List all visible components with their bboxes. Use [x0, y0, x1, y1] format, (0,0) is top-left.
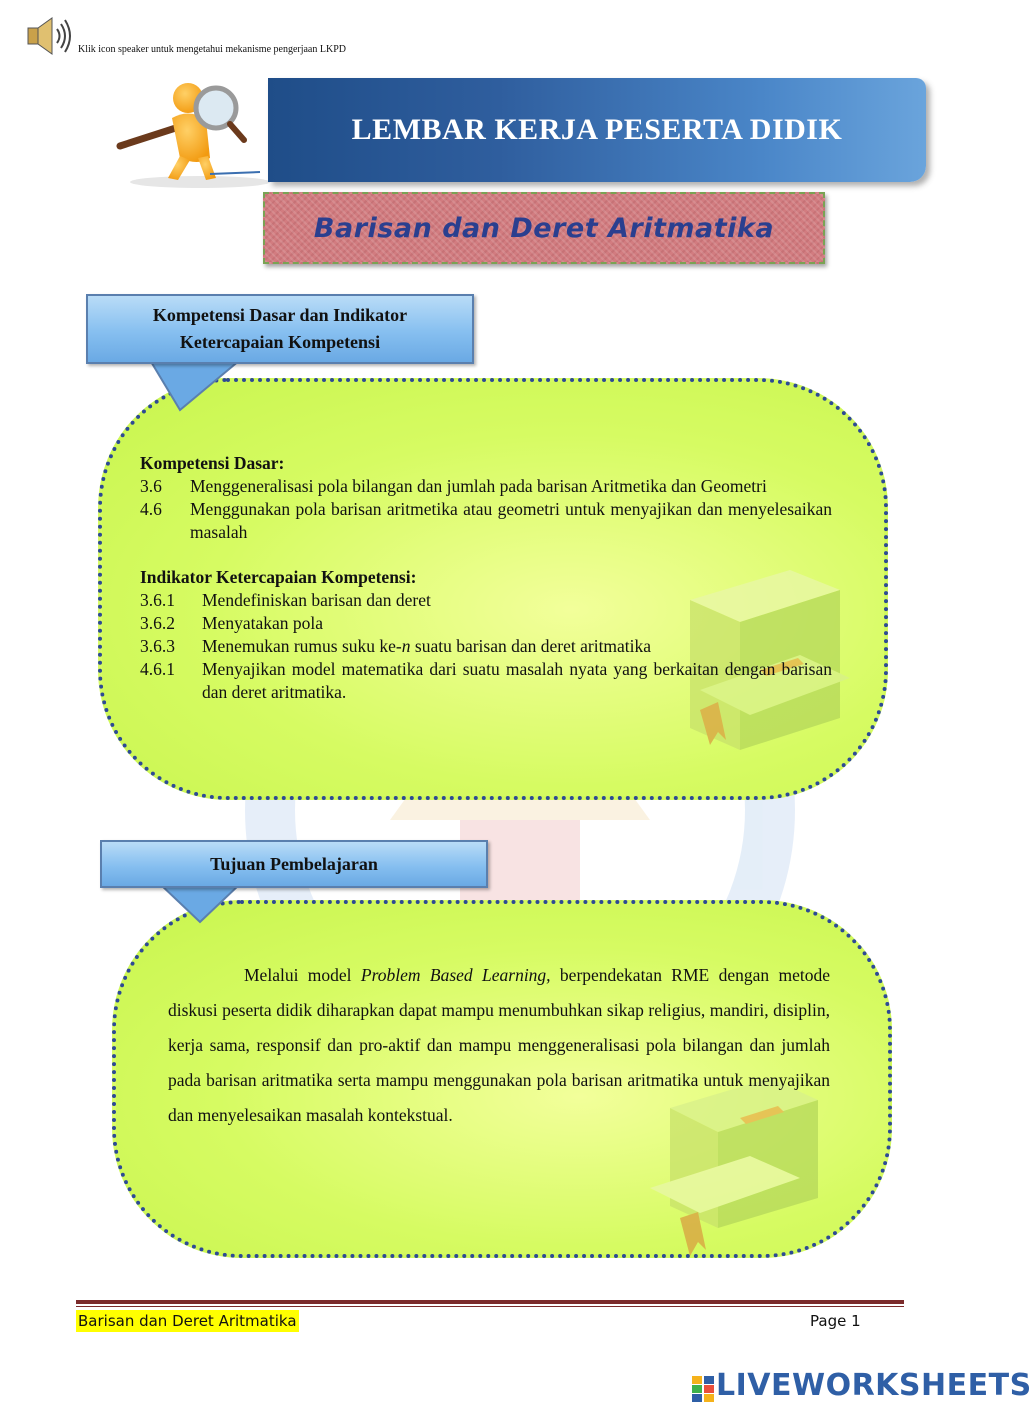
item-number: 3.6: [140, 476, 162, 496]
item-number: 3.6.2: [140, 613, 175, 633]
page-number: Page 1: [810, 1312, 861, 1330]
kd-heading: Kompetensi Dasar:: [140, 453, 285, 473]
item-number: 3.6.3: [140, 636, 175, 656]
label-line: Tujuan Pembelajaran: [210, 853, 378, 874]
list-item: [140, 589, 832, 612]
item-text: Menyajikan model matematika dari suatu masalah nyata yang berkaitan dengan barisan dan deret aritmatika.: [202, 659, 832, 702]
footer-rule: [76, 1306, 904, 1307]
math-variable: n: [401, 636, 411, 656]
tujuan-label: [100, 840, 488, 888]
item-text: Mendefiniskan barisan dan deret: [202, 590, 431, 610]
list-item: [140, 658, 832, 704]
item-text: Menyatakan pola: [202, 613, 323, 633]
subtitle: Barisan dan Deret Aritmatika: [313, 212, 775, 244]
callout-pointer: [150, 360, 240, 412]
header-banner: [268, 78, 926, 182]
footer-title: Barisan dan Deret Aritmatika: [78, 1312, 297, 1330]
item-number: 3.6.1: [140, 590, 175, 610]
liveworksheets-logo-icon: [692, 1376, 714, 1402]
footer-rule: [76, 1300, 904, 1304]
ik-heading: Indikator Ketercapaian Kompetensi:: [140, 567, 417, 587]
label-line: Kompetensi Dasar dan Indikator: [152, 305, 408, 325]
tujuan-text: Melalui model Problem Based Learning, berpendekatan RME dengan metode diskusi peserta didik diharapkan dapat mampu menumbuhkan sikap religius, mandiri, disiplin, kerja sama, responsif dan pro-aktif dan mampu menggeneralisasi pola bilangan dan jumlah pada barisan aritmatika serta mampu menggunakan pola barisan aritmatika untuk menyajikan dan menyelesaikan masalah kontekstual.: [168, 965, 830, 1125]
label-line: Ketercapaian Kompetensi: [179, 332, 381, 352]
magnifier-figure-illustration: [110, 78, 272, 190]
subtitle-box: [263, 192, 825, 264]
page-title: LEMBAR KERJA PESERTA DIDIK: [351, 113, 843, 146]
item-text: Menemukan rumus suku ke-n suatu barisan dan deret aritmatika: [202, 636, 652, 656]
item-text: Menggeneralisasi pola bilangan dan jumlah pada barisan Aritmetika dan Geometri: [190, 476, 767, 496]
liveworksheets-logo[interactable]: LIVEWORKSHEETS: [716, 1368, 1032, 1403]
kompetensi-label: [86, 294, 474, 364]
list-item: [140, 635, 832, 658]
list-item: [140, 475, 832, 498]
speaker-hint: Klik icon speaker untuk mengetahui mekanisme pengerjaan LKPD: [78, 44, 346, 55]
item-number: 4.6.1: [140, 659, 175, 679]
list-item: [140, 498, 832, 544]
list-item: [140, 612, 832, 635]
model-name: Problem Based Learning,: [360, 965, 551, 985]
speaker-icon[interactable]: [24, 14, 72, 58]
item-text: Menggunakan pola barisan aritmetika atau geometri untuk menyajikan dan menyelesaikan masalah: [190, 499, 832, 542]
kompetensi-content: [140, 452, 832, 704]
callout-pointer: [160, 884, 240, 924]
item-number: 4.6: [140, 499, 162, 519]
